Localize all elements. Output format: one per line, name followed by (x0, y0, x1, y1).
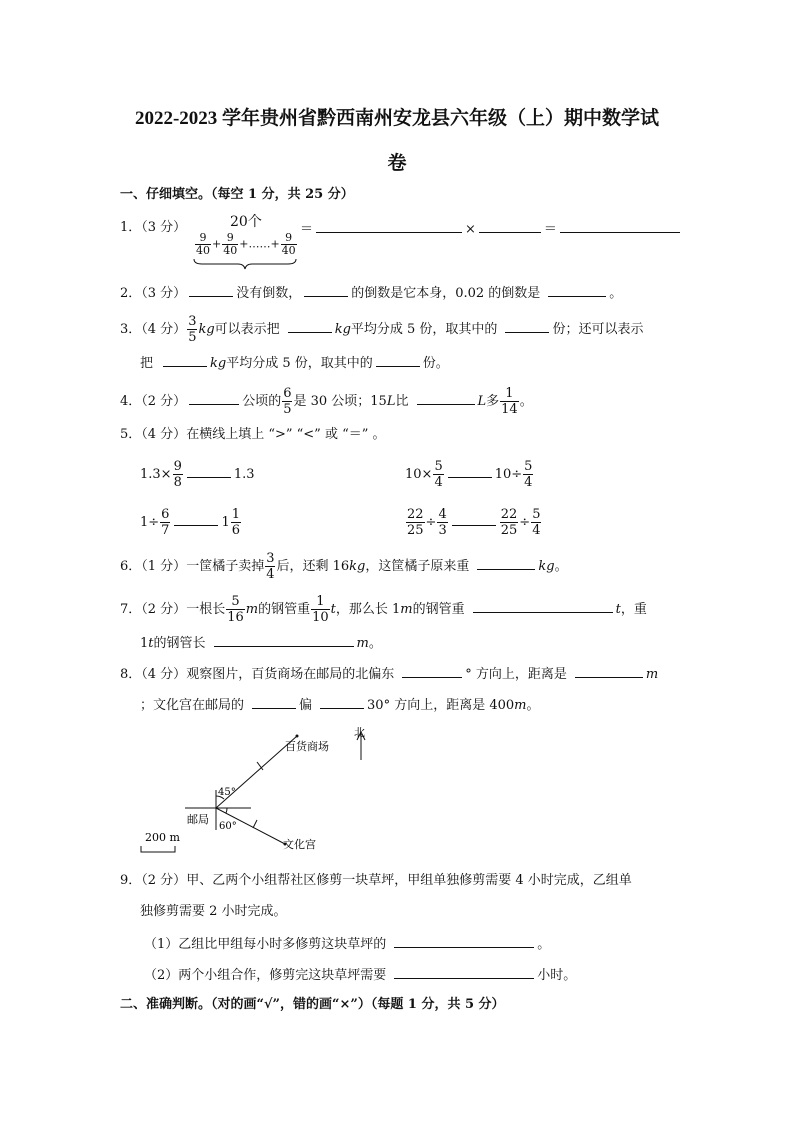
page-title-line1: 2022-2023 学年贵州省黔西南州安龙县六年级（上）期中数学试 (134, 108, 660, 129)
q5-d-fraction-2: $\frac{4}{3}$ (438, 507, 447, 538)
q7-blank-1[interactable] (473, 598, 613, 613)
q5-blank-b[interactable] (448, 463, 492, 478)
q4-blank-2[interactable] (417, 390, 475, 405)
angle-60-label: 60° (219, 821, 237, 832)
q5-a-fraction: $\frac{9}{8}$ (173, 459, 182, 490)
q6-blank[interactable] (477, 555, 535, 570)
q3-blank-3[interactable] (163, 352, 207, 367)
q8-line-1: 8．（4 分）观察图片，百货商场在邮局的北偏东 ° 方向上，距离是 m (120, 663, 658, 685)
q5-d-fraction-4: $\frac{5}{4}$ (532, 507, 541, 538)
section2-header: 二、准确判断。（对的画“√”，错的画“×”）（每题 1 分，共 5 分） (120, 997, 505, 1012)
q5-c-fraction-2: $\frac{1}{6}$ (231, 507, 241, 538)
q9-blank-1[interactable] (394, 933, 534, 948)
q3-fraction: $\frac{3}{5}$ (188, 314, 197, 345)
q3-blank-1[interactable] (288, 318, 332, 333)
q2-line: 2．（3 分） 没有倒数， 的倒数是它本身，0.02 的倒数是 。 (120, 282, 622, 304)
q9-sub2: （2）两个小组合作，修剪完这块草坪需要 小时。 (144, 964, 576, 986)
q3-blank-2[interactable] (505, 318, 549, 333)
q1-blank-3[interactable] (560, 218, 680, 233)
q9-sub1: （1）乙组比甲组每小时多修剪这块草坪的 。 (144, 933, 550, 955)
palace-label: 文化宫 (283, 838, 316, 851)
q7-line-1: 7．（2 分）一根长 $\frac{5}{16}$ m的钢管重 $\frac{1}{10}$ t，那么长 1m的钢管重 t，重 (120, 594, 647, 625)
page-title-line2: 卷 (387, 153, 407, 174)
q3-line-2: 把 kg平均分成 5 份，取其中的 份。 (140, 352, 449, 374)
q5-c-fraction-1: $\frac{6}{7}$ (161, 507, 170, 538)
q8-blank-3[interactable] (252, 694, 296, 709)
q7-blank-2[interactable] (214, 632, 354, 647)
q4-fraction-1: $\frac{6}{5}$ (283, 386, 292, 417)
q1-fraction: $\frac{9}{40}$ (196, 231, 210, 257)
q3-line-1: 3．（4 分） $\frac{3}{5}$ kg可以表示把 kg平均分成 5 份，取其中的 份；还可以表示 (120, 314, 644, 345)
q5-blank-c[interactable] (174, 511, 218, 526)
q9-line-2: 独修剪需要 2 小时完成。 (140, 904, 287, 919)
q1-label: 1．（3 分） (120, 220, 187, 235)
q5-item-a: 1.3× $\frac{9}{8}$ 1.3 (140, 459, 255, 490)
q8-line-2: ；文化宫在邮局的 偏 30° 方向上，距离是 400m。 (140, 694, 540, 716)
scale-label: 200 m (145, 831, 180, 844)
q9-line-1: 9．（2 分）甲、乙两个小组帮社区修剪一块草坪，甲组单独修剪需要 4 小时完成，乙组单 (120, 873, 632, 888)
section1-header: 一、仔细填空。（每空 1 分，共 25 分） (120, 187, 354, 202)
q5-line: 5．（4 分）在横线上填上 “>” “<” 或 “＝” 。 (120, 427, 386, 442)
q1-fraction: $\frac{9}{40}$ (223, 231, 238, 257)
store-label: 百货商场 (285, 740, 329, 753)
q5-item-b: 10× $\frac{5}{4}$ 10÷ $\frac{5}{4}$ (405, 459, 533, 490)
q3-blank-4[interactable] (376, 352, 420, 367)
q5-d-fraction-1: $\frac{22}{25}$ (407, 507, 424, 538)
store-point (296, 735, 299, 738)
q6-line: 6．（1 分）一筐橘子卖掉 $\frac{3}{4}$ 后，还剩 16kg，这筐橘子原来重 kg。 (120, 551, 568, 582)
q5-blank-a[interactable] (187, 463, 231, 478)
q5-item-c: 1÷ $\frac{6}{7}$ 1 $\frac{1}{6}$ (140, 507, 241, 538)
q5-b-fraction-2: $\frac{5}{4}$ (524, 459, 533, 490)
q6-fraction: $\frac{3}{4}$ (266, 551, 275, 582)
q5-blank-d[interactable] (452, 511, 496, 526)
angle-45-label: 45° (218, 787, 236, 798)
q1-answer-line: ＝ × ＝ (300, 218, 683, 240)
q2-blank-1[interactable] (189, 282, 233, 297)
q4-blank-1[interactable] (189, 390, 239, 405)
tick-mark (253, 820, 257, 828)
q2-blank-2[interactable] (304, 282, 348, 297)
q7-line-2: 1t的钢管长 m。 (140, 632, 382, 654)
q8-blank-1[interactable] (402, 663, 462, 678)
q1-blank-2[interactable] (479, 218, 541, 233)
q7-fraction-2: $\frac{1}{10}$ (312, 594, 329, 625)
q8-blank-4[interactable] (320, 694, 364, 709)
q7-fraction-1: $\frac{5}{16}$ (227, 594, 244, 625)
north-label: 北 (354, 726, 365, 739)
q1-blank-1[interactable] (316, 218, 462, 233)
q5-b-fraction-1: $\frac{5}{4}$ (434, 459, 443, 490)
q5-d-fraction-3: $\frac{22}{25}$ (500, 507, 518, 538)
q9-blank-2[interactable] (394, 964, 534, 979)
q8-blank-2[interactable] (575, 663, 643, 678)
q8-direction-diagram (135, 722, 380, 857)
q1-underbrace (192, 258, 298, 270)
q4-fraction-2: $\frac{1}{14}$ (501, 386, 518, 417)
angle-arc-60 (226, 808, 227, 813)
q4-line: 4．（2 分） 公顷的 $\frac{6}{5}$ 是 30 公顷；15L比 L多 $\frac{1}{14}$ 。 (120, 386, 533, 417)
q2-blank-3[interactable] (548, 282, 606, 297)
q1-brace-count: 20个 (230, 214, 262, 230)
q1-sum-expression: $\frac{9}{40}$ + $\frac{9}{40}$ +……+ $\frac{9}{40}$ (196, 231, 296, 257)
post-office-label: 邮局 (187, 813, 209, 826)
scale-bar (141, 846, 175, 852)
q1-fraction: $\frac{9}{40}$ (281, 231, 296, 257)
q5-item-d: $\frac{22}{25}$ ÷ $\frac{4}{3}$ $\frac{22}{25}$ ÷ $\frac{5}{4}$ (407, 507, 541, 538)
